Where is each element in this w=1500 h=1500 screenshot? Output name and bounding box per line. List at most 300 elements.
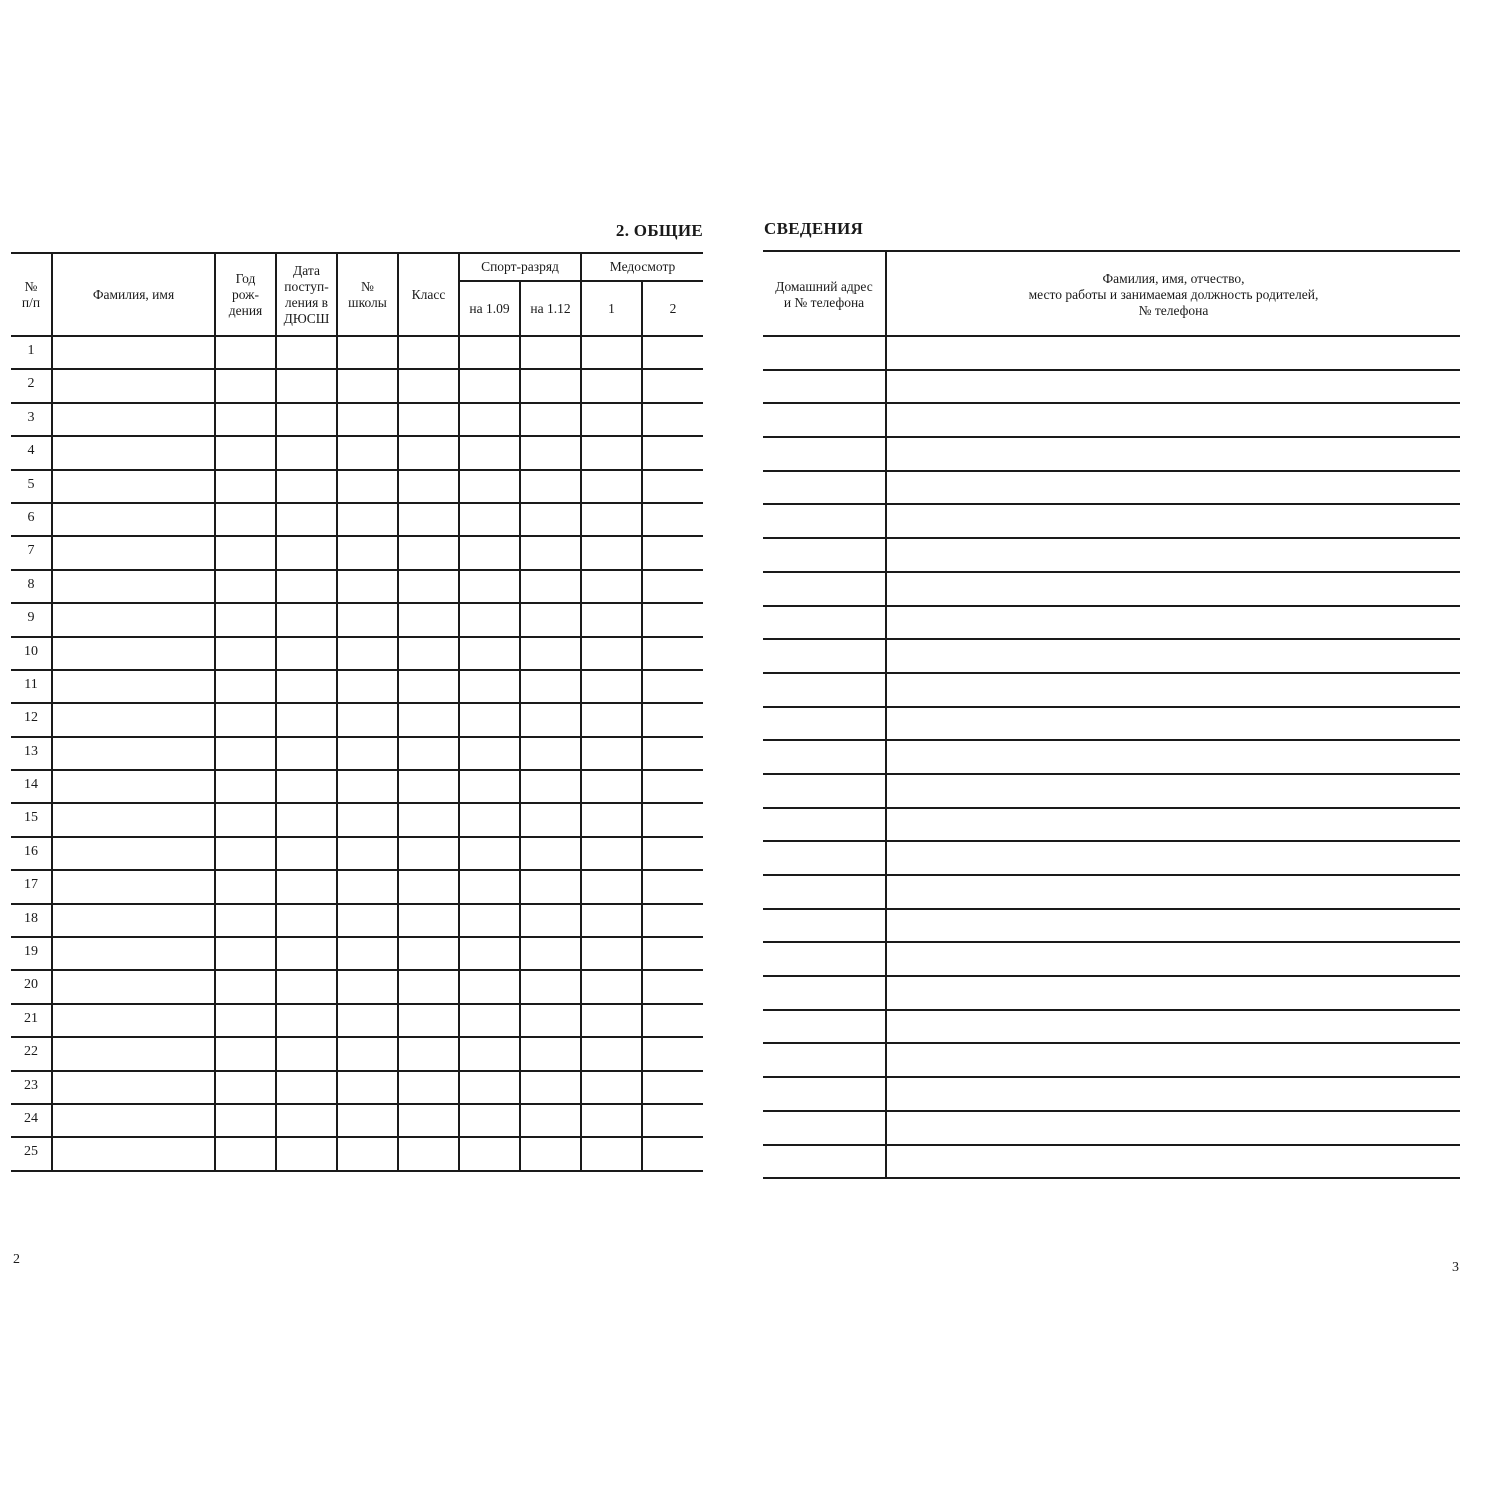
table-cell[interactable] <box>52 937 215 970</box>
table-cell[interactable] <box>642 703 703 736</box>
table-cell[interactable] <box>459 937 520 970</box>
table-cell[interactable] <box>520 904 581 937</box>
table-cell[interactable] <box>276 503 337 536</box>
table-cell[interactable] <box>276 1137 337 1170</box>
table-cell[interactable] <box>337 436 398 469</box>
table-cell[interactable] <box>276 670 337 703</box>
table-cell[interactable] <box>886 942 1460 976</box>
table-cell[interactable] <box>520 536 581 569</box>
table-cell[interactable] <box>581 1037 642 1070</box>
table-cell[interactable] <box>763 942 886 976</box>
table-cell[interactable] <box>581 837 642 870</box>
table-cell[interactable] <box>215 436 276 469</box>
table-cell[interactable] <box>763 976 886 1010</box>
table-cell[interactable] <box>763 1043 886 1077</box>
table-cell[interactable] <box>763 740 886 774</box>
table-cell[interactable] <box>337 536 398 569</box>
table-cell[interactable] <box>215 570 276 603</box>
table-cell[interactable] <box>337 603 398 636</box>
table-cell[interactable] <box>276 737 337 770</box>
table-cell[interactable] <box>763 909 886 943</box>
table-cell[interactable] <box>337 670 398 703</box>
table-cell[interactable] <box>520 470 581 503</box>
table-cell[interactable] <box>886 336 1460 370</box>
table-cell[interactable] <box>52 837 215 870</box>
table-cell[interactable] <box>642 637 703 670</box>
table-cell[interactable] <box>337 970 398 1003</box>
table-cell[interactable] <box>763 875 886 909</box>
table-cell[interactable] <box>52 1037 215 1070</box>
table-cell[interactable] <box>215 904 276 937</box>
table-row <box>11 703 703 736</box>
table-cell[interactable] <box>581 436 642 469</box>
table-cell[interactable] <box>520 403 581 436</box>
table-cell[interactable] <box>642 336 703 369</box>
table-cell[interactable] <box>886 808 1460 842</box>
table-cell[interactable] <box>581 1137 642 1170</box>
table-cell[interactable] <box>52 670 215 703</box>
table-cell[interactable] <box>520 670 581 703</box>
table-cell[interactable] <box>459 369 520 402</box>
table-cell[interactable] <box>642 1004 703 1037</box>
row-number: 13 <box>11 737 52 770</box>
table-cell[interactable] <box>398 770 459 803</box>
table-cell[interactable] <box>642 503 703 536</box>
table-cell[interactable] <box>581 637 642 670</box>
table-cell[interactable] <box>581 1004 642 1037</box>
table-cell[interactable] <box>642 1104 703 1137</box>
table-cell[interactable] <box>763 403 886 437</box>
table-cell[interactable] <box>520 336 581 369</box>
table-cell[interactable] <box>52 970 215 1003</box>
table-cell[interactable] <box>763 370 886 404</box>
table-cell[interactable] <box>398 1137 459 1170</box>
table-cell[interactable] <box>276 403 337 436</box>
table-cell[interactable] <box>459 637 520 670</box>
table-cell[interactable] <box>215 1004 276 1037</box>
table-cell[interactable] <box>886 1145 1460 1179</box>
table-cell[interactable] <box>581 670 642 703</box>
table-cell[interactable] <box>337 904 398 937</box>
table-cell[interactable] <box>398 603 459 636</box>
table-cell[interactable] <box>52 536 215 569</box>
table-cell[interactable] <box>459 803 520 836</box>
table-cell[interactable] <box>459 1037 520 1070</box>
table-cell[interactable] <box>520 603 581 636</box>
table-cell[interactable] <box>459 470 520 503</box>
table-cell[interactable] <box>459 1071 520 1104</box>
table-cell[interactable] <box>581 603 642 636</box>
table-cell[interactable] <box>398 703 459 736</box>
table-cell[interactable] <box>398 837 459 870</box>
table-cell[interactable] <box>763 673 886 707</box>
table-cell[interactable] <box>398 369 459 402</box>
table-cell[interactable] <box>398 637 459 670</box>
table-cell[interactable] <box>886 538 1460 572</box>
table-cell[interactable] <box>520 570 581 603</box>
table-cell[interactable] <box>581 904 642 937</box>
table-cell[interactable] <box>398 336 459 369</box>
table-cell[interactable] <box>642 770 703 803</box>
table-cell[interactable] <box>642 870 703 903</box>
table-cell[interactable] <box>520 737 581 770</box>
table-cell[interactable] <box>520 1137 581 1170</box>
table-cell[interactable] <box>763 504 886 538</box>
table-cell[interactable] <box>337 770 398 803</box>
table-cell[interactable] <box>337 937 398 970</box>
table-cell[interactable] <box>276 1004 337 1037</box>
table-cell[interactable] <box>520 1104 581 1137</box>
table-cell[interactable] <box>398 870 459 903</box>
table-cell[interactable] <box>276 470 337 503</box>
table-cell[interactable] <box>337 737 398 770</box>
table-cell[interactable] <box>459 403 520 436</box>
table-cell[interactable] <box>581 1104 642 1137</box>
table-cell[interactable] <box>581 703 642 736</box>
table-cell[interactable] <box>886 875 1460 909</box>
table-cell[interactable] <box>337 403 398 436</box>
table-cell[interactable] <box>276 970 337 1003</box>
table-cell[interactable] <box>215 470 276 503</box>
table-row <box>11 336 703 369</box>
table-cell[interactable] <box>276 770 337 803</box>
table-cell[interactable] <box>581 870 642 903</box>
table-cell[interactable] <box>276 637 337 670</box>
row-number: 9 <box>11 603 52 636</box>
row-number: 6 <box>11 503 52 536</box>
table-cell[interactable] <box>459 837 520 870</box>
table-cell[interactable] <box>520 803 581 836</box>
table-cell[interactable] <box>52 503 215 536</box>
table-cell[interactable] <box>459 503 520 536</box>
table-cell[interactable] <box>642 369 703 402</box>
table-cell[interactable] <box>398 1004 459 1037</box>
table-cell[interactable] <box>459 336 520 369</box>
table-cell[interactable] <box>459 436 520 469</box>
table-cell[interactable] <box>337 870 398 903</box>
table-cell[interactable] <box>398 1037 459 1070</box>
table-cell[interactable] <box>886 673 1460 707</box>
table-cell[interactable] <box>52 336 215 369</box>
table-cell[interactable] <box>215 970 276 1003</box>
table-cell[interactable] <box>642 1137 703 1170</box>
table-cell[interactable] <box>886 504 1460 538</box>
table-cell[interactable] <box>886 909 1460 943</box>
table-cell[interactable] <box>276 803 337 836</box>
row-number: 23 <box>11 1071 52 1104</box>
table-cell[interactable] <box>215 336 276 369</box>
table-cell[interactable] <box>337 470 398 503</box>
table-cell[interactable] <box>52 803 215 836</box>
table-cell[interactable] <box>642 737 703 770</box>
table-cell[interactable] <box>52 603 215 636</box>
table-row <box>763 471 1460 505</box>
table-cell[interactable] <box>886 471 1460 505</box>
table-cell[interactable] <box>52 570 215 603</box>
table-cell[interactable] <box>398 536 459 569</box>
table-cell[interactable] <box>763 707 886 741</box>
table-cell[interactable] <box>52 870 215 903</box>
table-cell[interactable] <box>459 904 520 937</box>
table-cell[interactable] <box>642 603 703 636</box>
table-cell[interactable] <box>52 1004 215 1037</box>
table-cell[interactable] <box>642 970 703 1003</box>
table-cell[interactable] <box>581 536 642 569</box>
table-cell[interactable] <box>459 603 520 636</box>
table-cell[interactable] <box>398 937 459 970</box>
table-row <box>11 470 703 503</box>
table-cell[interactable] <box>276 570 337 603</box>
table-cell[interactable] <box>581 737 642 770</box>
table-cell[interactable] <box>459 703 520 736</box>
table-cell[interactable] <box>52 737 215 770</box>
table-cell[interactable] <box>520 870 581 903</box>
table-cell[interactable] <box>398 670 459 703</box>
table-cell[interactable] <box>337 503 398 536</box>
table-cell[interactable] <box>52 637 215 670</box>
table-cell[interactable] <box>520 970 581 1003</box>
table-cell[interactable] <box>52 770 215 803</box>
table-cell[interactable] <box>459 870 520 903</box>
table-cell[interactable] <box>276 870 337 903</box>
table-cell[interactable] <box>581 570 642 603</box>
table-row <box>11 1104 703 1137</box>
table-cell[interactable] <box>520 1037 581 1070</box>
table-cell[interactable] <box>520 703 581 736</box>
table-cell[interactable] <box>276 603 337 636</box>
table-cell[interactable] <box>459 1137 520 1170</box>
table-cell[interactable] <box>52 369 215 402</box>
table-cell[interactable] <box>520 1004 581 1037</box>
table-cell[interactable] <box>52 703 215 736</box>
table-cell[interactable] <box>581 336 642 369</box>
table-cell[interactable] <box>581 403 642 436</box>
table-cell[interactable] <box>886 370 1460 404</box>
table-cell[interactable] <box>459 670 520 703</box>
table-cell[interactable] <box>886 1043 1460 1077</box>
table-cell[interactable] <box>886 1111 1460 1145</box>
table-cell[interactable] <box>398 503 459 536</box>
table-cell[interactable] <box>886 1077 1460 1111</box>
table-cell[interactable] <box>215 536 276 569</box>
table-cell[interactable] <box>581 770 642 803</box>
table-cell[interactable] <box>581 803 642 836</box>
table-cell[interactable] <box>459 770 520 803</box>
table-cell[interactable] <box>215 837 276 870</box>
table-cell[interactable] <box>763 437 886 471</box>
table-cell[interactable] <box>581 1071 642 1104</box>
table-row <box>763 1043 1460 1077</box>
table-cell[interactable] <box>520 937 581 970</box>
table-cell[interactable] <box>520 637 581 670</box>
table-cell[interactable] <box>520 1071 581 1104</box>
table-cell[interactable] <box>459 737 520 770</box>
table-cell[interactable] <box>763 841 886 875</box>
table-cell[interactable] <box>215 1104 276 1137</box>
table-cell[interactable] <box>886 606 1460 640</box>
table-cell[interactable] <box>398 470 459 503</box>
table-cell[interactable] <box>886 1010 1460 1044</box>
table-cell[interactable] <box>215 770 276 803</box>
table-cell[interactable] <box>763 572 886 606</box>
table-cell[interactable] <box>215 603 276 636</box>
table-cell[interactable] <box>337 703 398 736</box>
table-cell[interactable] <box>459 1104 520 1137</box>
table-cell[interactable] <box>642 837 703 870</box>
table-row <box>763 841 1460 875</box>
table-cell[interactable] <box>215 803 276 836</box>
table-cell[interactable] <box>642 436 703 469</box>
col-header-name: Фамилия, имя <box>52 253 215 336</box>
table-cell[interactable] <box>52 1137 215 1170</box>
col-header-rank-dec: на 1.12 <box>520 281 581 336</box>
table-cell[interactable] <box>581 937 642 970</box>
table-cell[interactable] <box>276 436 337 469</box>
table-cell[interactable] <box>459 536 520 569</box>
table-cell[interactable] <box>886 841 1460 875</box>
table-cell[interactable] <box>215 703 276 736</box>
table-cell[interactable] <box>398 1071 459 1104</box>
table-cell[interactable] <box>886 774 1460 808</box>
table-cell[interactable] <box>886 707 1460 741</box>
table-cell[interactable] <box>398 737 459 770</box>
table-cell[interactable] <box>763 606 886 640</box>
table-cell[interactable] <box>642 403 703 436</box>
row-number: 8 <box>11 570 52 603</box>
table-cell[interactable] <box>642 570 703 603</box>
table-cell[interactable] <box>459 570 520 603</box>
table-row <box>11 670 703 703</box>
table-row <box>763 976 1460 1010</box>
table-cell[interactable] <box>215 1137 276 1170</box>
col-header-parents: Фамилия, имя, отчество, место работы и занимаемая должность родителей, № телефона <box>886 251 1460 336</box>
table-cell[interactable] <box>337 837 398 870</box>
table-cell[interactable] <box>398 970 459 1003</box>
row-number: 2 <box>11 369 52 402</box>
table-cell[interactable] <box>215 403 276 436</box>
table-cell[interactable] <box>276 1104 337 1137</box>
table-cell[interactable] <box>642 470 703 503</box>
table-cell[interactable] <box>763 471 886 505</box>
table-row <box>763 808 1460 842</box>
table-cell[interactable] <box>763 1111 886 1145</box>
table-cell[interactable] <box>52 1071 215 1104</box>
table-cell[interactable] <box>276 937 337 970</box>
table-cell[interactable] <box>215 369 276 402</box>
table-cell[interactable] <box>337 1071 398 1104</box>
table-cell[interactable] <box>276 703 337 736</box>
table-cell[interactable] <box>581 503 642 536</box>
table-cell[interactable] <box>459 1004 520 1037</box>
row-number: 3 <box>11 403 52 436</box>
table-cell[interactable] <box>215 637 276 670</box>
table-cell[interactable] <box>276 369 337 402</box>
table-cell[interactable] <box>520 369 581 402</box>
table-cell[interactable] <box>642 1071 703 1104</box>
table-cell[interactable] <box>642 536 703 569</box>
table-cell[interactable] <box>642 937 703 970</box>
table-cell[interactable] <box>52 403 215 436</box>
table-cell[interactable] <box>398 904 459 937</box>
table-cell[interactable] <box>763 808 886 842</box>
table-cell[interactable] <box>520 503 581 536</box>
table-cell[interactable] <box>337 1137 398 1170</box>
table-cell[interactable] <box>520 837 581 870</box>
table-row <box>763 875 1460 909</box>
table-cell[interactable] <box>215 1037 276 1070</box>
table-cell[interactable] <box>886 403 1460 437</box>
table-cell[interactable] <box>52 904 215 937</box>
table-cell[interactable] <box>763 538 886 572</box>
table-cell[interactable] <box>886 572 1460 606</box>
table-cell[interactable] <box>398 803 459 836</box>
table-cell[interactable] <box>276 904 337 937</box>
table-cell[interactable] <box>337 1037 398 1070</box>
table-cell[interactable] <box>459 970 520 1003</box>
table-cell[interactable] <box>398 436 459 469</box>
table-cell[interactable] <box>763 336 886 370</box>
table-cell[interactable] <box>581 970 642 1003</box>
table-cell[interactable] <box>215 1071 276 1104</box>
table-cell[interactable] <box>215 503 276 536</box>
table-cell[interactable] <box>520 770 581 803</box>
table-cell[interactable] <box>398 403 459 436</box>
table-cell[interactable] <box>642 803 703 836</box>
table-cell[interactable] <box>520 436 581 469</box>
table-cell[interactable] <box>215 937 276 970</box>
table-cell[interactable] <box>276 1037 337 1070</box>
table-cell[interactable] <box>642 670 703 703</box>
table-cell[interactable] <box>886 639 1460 673</box>
table-row <box>763 606 1460 640</box>
table-cell[interactable] <box>215 737 276 770</box>
table-cell[interactable] <box>886 976 1460 1010</box>
table-cell[interactable] <box>276 837 337 870</box>
table-cell[interactable] <box>215 670 276 703</box>
table-cell[interactable] <box>886 740 1460 774</box>
table-cell[interactable] <box>337 570 398 603</box>
table-row <box>11 536 703 569</box>
table-cell[interactable] <box>886 437 1460 471</box>
table-cell[interactable] <box>398 570 459 603</box>
table-cell[interactable] <box>337 803 398 836</box>
table-cell[interactable] <box>763 1077 886 1111</box>
table-cell[interactable] <box>337 637 398 670</box>
parents-info-table <box>763 250 1460 1179</box>
table-cell[interactable] <box>276 336 337 369</box>
table-cell[interactable] <box>763 639 886 673</box>
table-cell[interactable] <box>52 470 215 503</box>
table-cell[interactable] <box>581 369 642 402</box>
table-row <box>763 336 1460 370</box>
table-cell[interactable] <box>52 436 215 469</box>
table-cell[interactable] <box>642 904 703 937</box>
table-cell[interactable] <box>52 1104 215 1137</box>
table-cell[interactable] <box>276 536 337 569</box>
table-cell[interactable] <box>763 774 886 808</box>
table-cell[interactable] <box>642 1037 703 1070</box>
table-cell[interactable] <box>337 1104 398 1137</box>
table-cell[interactable] <box>398 1104 459 1137</box>
table-cell[interactable] <box>215 870 276 903</box>
table-cell[interactable] <box>337 369 398 402</box>
table-cell[interactable] <box>337 336 398 369</box>
table-cell[interactable] <box>581 470 642 503</box>
table-cell[interactable] <box>276 1071 337 1104</box>
table-cell[interactable] <box>337 1004 398 1037</box>
table-cell[interactable] <box>763 1145 886 1179</box>
table-cell[interactable] <box>763 1010 886 1044</box>
